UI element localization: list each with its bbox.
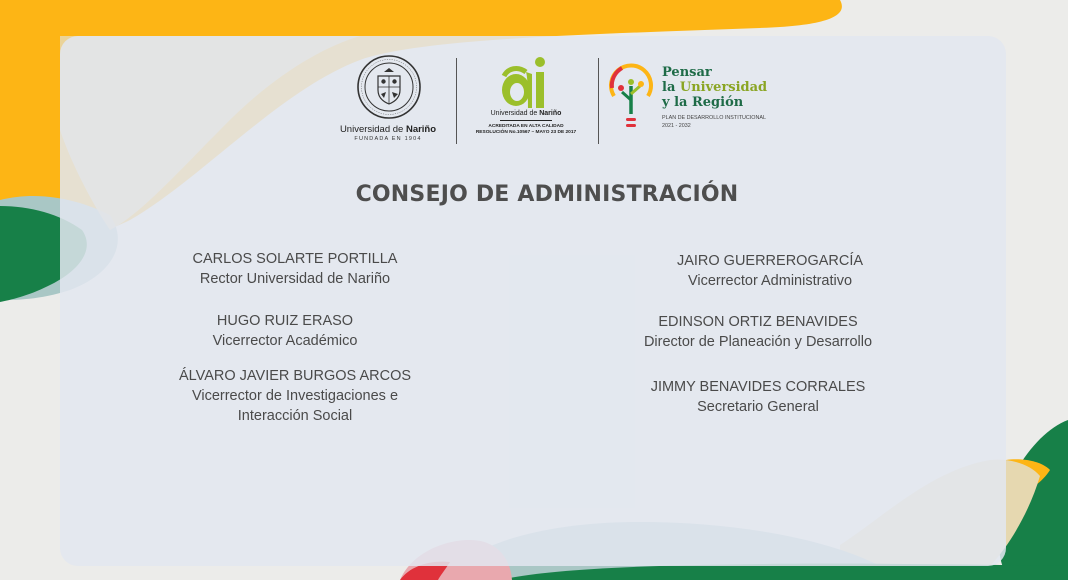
plan-title-line2: la Universidad (662, 80, 768, 95)
logos-header (338, 52, 778, 148)
plan-logo (606, 58, 778, 144)
accreditation-university-name: Universidad de Nariño (490, 110, 562, 117)
university-founded: FUNDADA EN 1904 (354, 136, 422, 142)
logo-divider (456, 58, 457, 144)
university-logo (338, 54, 438, 144)
member-role: Secretario General (697, 399, 819, 415)
member-card (160, 366, 430, 426)
member-role: Director de Planeación y Desarrollo (643, 334, 873, 350)
plan-tree-icon (606, 58, 656, 136)
member-name: JAIRO GUERREROGARCÍA (676, 253, 864, 269)
university-name: Universidad de Nariño (339, 124, 437, 135)
accreditation-line2: RESOLUCIÓN No.10567 – MAYO 23 DE 2017 (475, 130, 577, 135)
member-role: Vicerrector Académico (212, 333, 358, 349)
member-name: EDINSON ORTIZ BENAVIDES (658, 314, 858, 330)
plan-title-line3: y la Región (662, 95, 744, 110)
member-card (150, 311, 420, 351)
accreditation-logo (472, 52, 580, 148)
member-card (608, 377, 908, 417)
member-role: Rector Universidad de Nariño (199, 271, 391, 287)
plan-title-line1: Pensar (662, 65, 712, 80)
member-name: JIMMY BENAVIDES CORRALES (650, 379, 866, 395)
member-name: CARLOS SOLARTE PORTILLA (192, 251, 398, 267)
plan-years: 2021 - 2032 (662, 123, 691, 129)
member-role: Vicerrector Administrativo (687, 273, 853, 289)
member-role: Vicerrector de Investigaciones e Interacción Social (191, 388, 399, 424)
member-card (608, 312, 908, 352)
member-name: HUGO RUIZ ERASO (216, 313, 354, 329)
member-name: ÁLVARO JAVIER BURGOS ARCOS (178, 368, 412, 384)
university-seal-icon (356, 54, 422, 120)
accreditation-line1: ACREDITADA EN ALTA CALIDAD (488, 124, 564, 129)
plan-subtitle: PLAN DE DESARROLLO INSTITUCIONAL (662, 115, 766, 121)
accreditation-rule (500, 120, 552, 121)
member-card (160, 249, 430, 289)
page-title: CONSEJO DE ADMINISTRACIÓN (355, 182, 739, 207)
accreditation-ai-icon (498, 54, 554, 110)
member-card (620, 251, 920, 291)
logo-divider (598, 58, 599, 144)
